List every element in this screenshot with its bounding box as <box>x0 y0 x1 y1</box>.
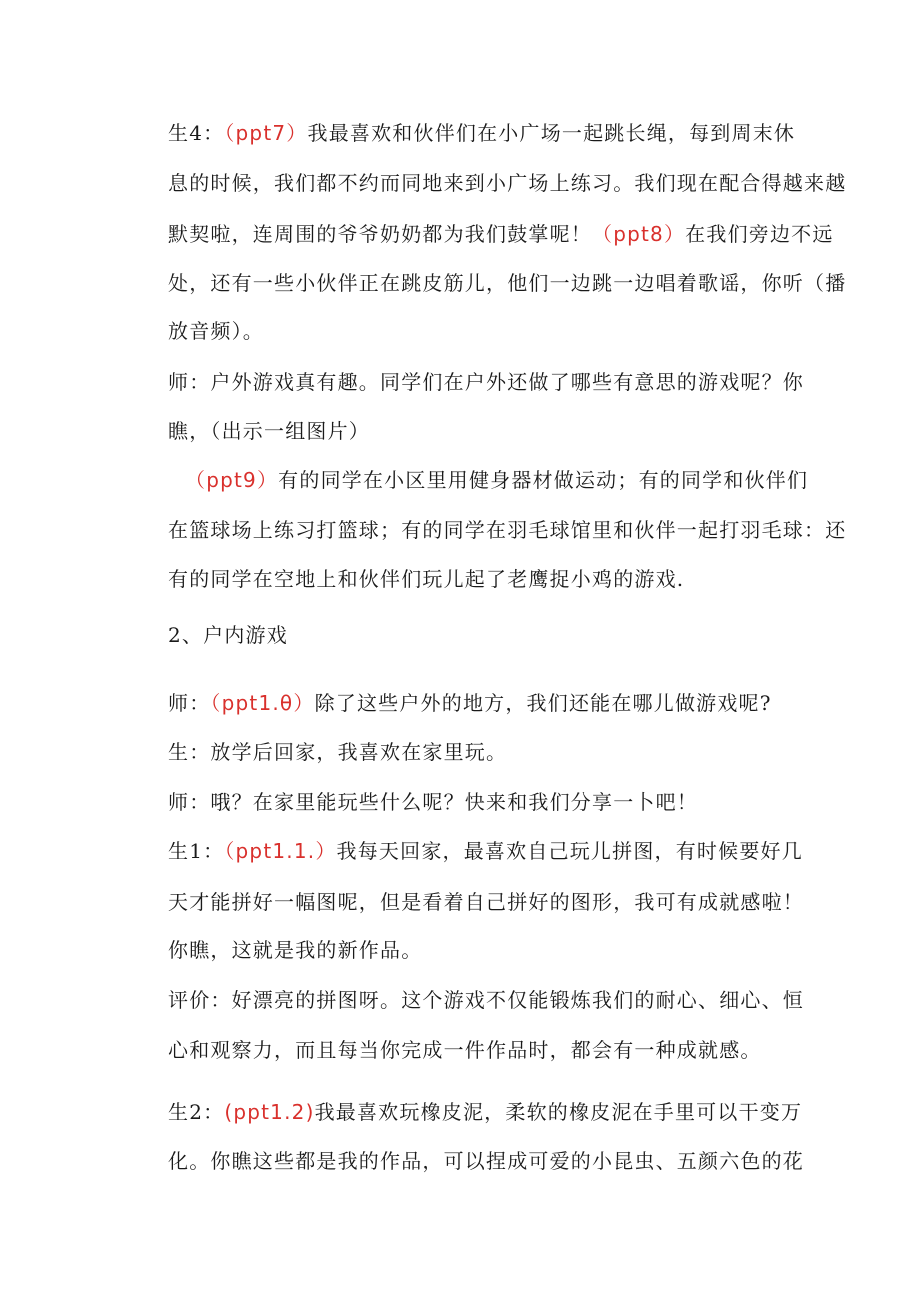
text-line <box>168 739 507 765</box>
text-line <box>168 318 264 344</box>
text-line <box>168 1099 802 1125</box>
text-line <box>168 120 795 146</box>
line-text: 2、户内游戏 <box>168 623 288 647</box>
line-text: 我最喜欢和伙伴们在小广场一起跳长绳，每到周末休 <box>307 121 796 145</box>
line-text: 有的同学在小区里用健身器材做运动；有的同学和伙伴们 <box>278 468 809 492</box>
line-text: 生：放学后回家，我喜欢在家里玩。 <box>168 740 508 764</box>
line-text: 放音频）。 <box>168 319 264 343</box>
ppt-reference: (ppt1.2) <box>224 1100 315 1124</box>
line-text: 你瞧，这就是我的新作品。 <box>168 938 423 962</box>
line-text: 息的时候，我们都不约而同地来到小广场上练习。我们现在配合得越来越 <box>168 171 847 195</box>
text-line <box>168 987 804 1013</box>
line-text: 心和观察力，而且每当你完成一件作品时，都会有一种成就感。 <box>168 1038 762 1062</box>
line-text: 生2： <box>168 1100 225 1124</box>
line-text: 在我们旁边不远 <box>685 222 834 246</box>
line-text: 师：户外游戏真有趣。同学们在户外还做了哪些有意思的游戏呢？你 <box>168 370 804 394</box>
text-line <box>168 170 846 196</box>
line-text: 评价：好漂亮的拼图呀。这个游戏不仅能锻炼我们的耐心、细心、恒 <box>168 988 804 1012</box>
line-text: 在篮球场上练习打篮球；有的同学在羽毛球馆里和伙伴一起打羽毛球：还 <box>168 518 847 542</box>
text-line <box>168 418 370 444</box>
line-text: 处，还有一些小伙伴正在跳皮筋儿，他们一边跳一边唱着歌谣，你听（播 <box>168 271 847 295</box>
text-line <box>168 889 804 915</box>
text-line <box>168 838 803 864</box>
line-text: 默契啦，连周围的爷爷奶奶都为我们鼓掌呢！ <box>168 222 592 246</box>
text-line <box>168 690 772 716</box>
text-line <box>168 270 846 296</box>
line-text: 我最喜欢玩橡皮泥，柔软的橡皮泥在手里可以干变万 <box>314 1100 803 1124</box>
ppt-reference: （ppt8） <box>592 222 686 246</box>
ppt-reference: （ppt9） <box>185 468 279 492</box>
text-line <box>168 517 846 543</box>
ppt-reference: （ppt1.θ） <box>210 691 315 715</box>
line-text: 生4： <box>168 121 225 145</box>
line-text: 有的同学在空地上和伙伴们玩儿起了老鹰捉小鸡的游戏. <box>168 567 685 591</box>
line-text: 除了这些户外的地方，我们还能在哪儿做游戏呢? <box>314 691 772 715</box>
line-text: 化。你瞧这些都是我的作品，可以捏成可爱的小昆虫、五颜六色的花 <box>168 1149 804 1173</box>
text-line <box>185 467 808 493</box>
line-text: 生1： <box>168 839 225 863</box>
text-line <box>168 622 288 648</box>
text-line <box>168 221 834 247</box>
line-text: 天才能拼好一幅图呢，但是看着自己拼好的图形，我可有成就感啦！ <box>168 890 804 914</box>
line-text: 瞧，（出示一组图片） <box>168 419 370 443</box>
line-text: 师： <box>168 691 211 715</box>
ppt-reference: （ppt7） <box>224 121 308 145</box>
line-text: 我每天回家，最喜欢自己玩儿拼图，有时候要好几 <box>336 839 803 863</box>
text-line <box>168 566 684 592</box>
text-line <box>168 789 698 815</box>
text-line <box>168 1148 804 1174</box>
text-line <box>168 369 804 395</box>
text-line <box>168 937 422 963</box>
line-text: 师：哦？在家里能玩些什么呢？快来和我们分享一卜吧！ <box>168 790 698 814</box>
text-line <box>168 1037 762 1063</box>
ppt-reference: （ppt1.1.） <box>224 839 337 863</box>
